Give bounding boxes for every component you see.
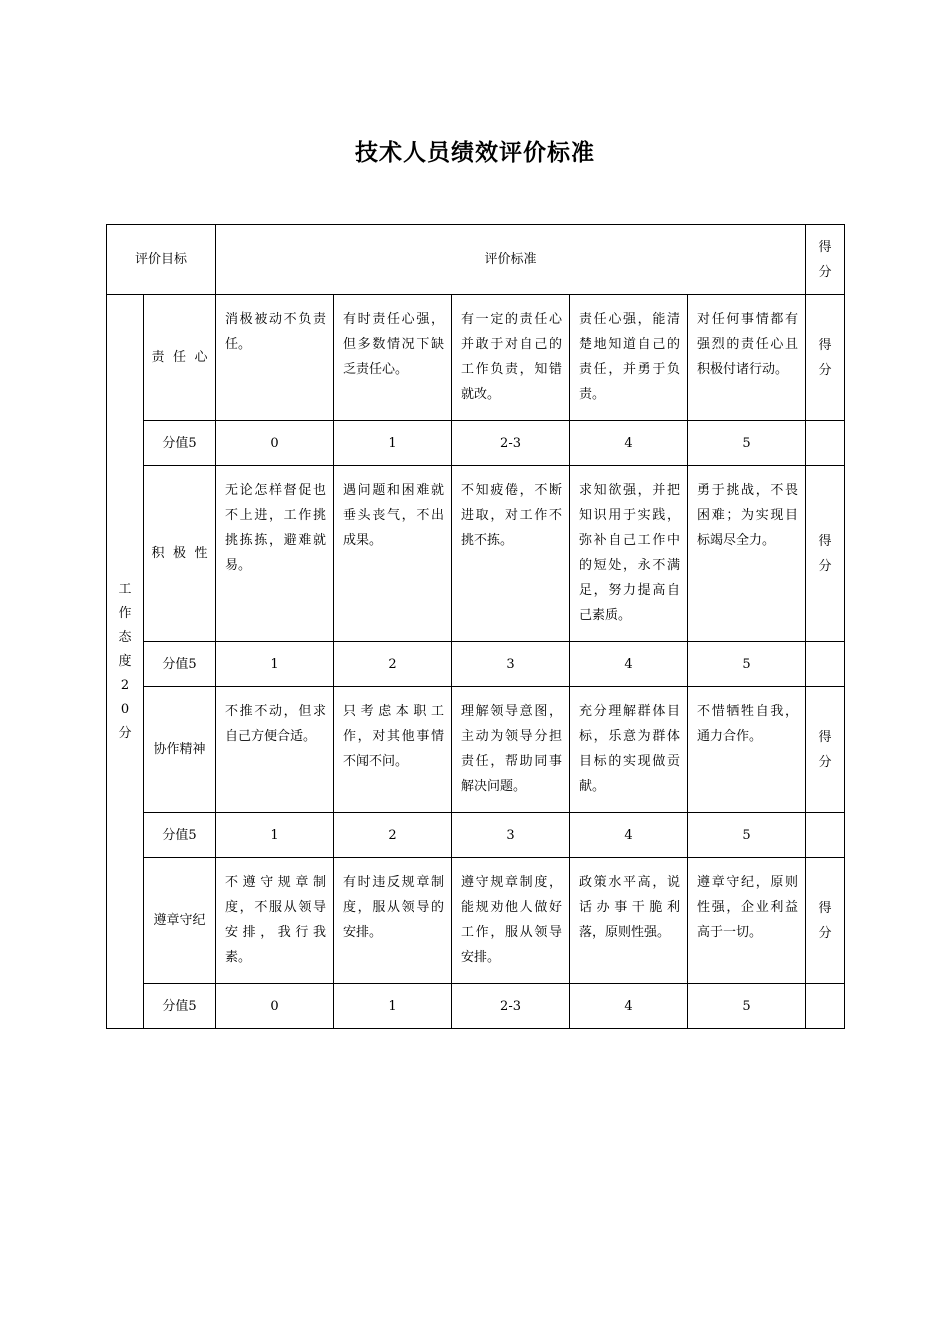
criteria-cell: 有一定的责任心并敢于对自己的工作负责，知错就改。: [452, 295, 570, 421]
table-row: [107, 295, 845, 421]
score-row: [107, 984, 845, 1029]
criteria-cell: 对任何事情都有强烈的责任心且积极付诸行动。: [688, 295, 806, 421]
score-value: 4: [570, 421, 688, 466]
table-row: [107, 466, 845, 642]
score-value: 0: [216, 984, 334, 1029]
score-row-label: 分值5: [144, 642, 216, 687]
category-label: 积极性: [144, 466, 216, 642]
criteria-cell: 有时责任心强，但多数情况下缺乏责任心。: [334, 295, 452, 421]
score-row-label: 分值5: [144, 421, 216, 466]
criteria-cell: 求知欲强，并把知识用于实践，弥补自己工作中的短处，永不满足，努力提高自己素质。: [570, 466, 688, 642]
criteria-cell: 不惜牺牲自我，通力合作。: [688, 687, 806, 813]
score-row-label: 分值5: [144, 984, 216, 1029]
header-target: 评价目标: [107, 225, 216, 295]
score-value: 2: [334, 813, 452, 858]
page-title: 技术人员绩效评价标准: [355, 140, 595, 166]
score-row-label: 分值5: [144, 813, 216, 858]
criteria-cell: 勇于挑战，不畏困难；为实现目标竭尽全力。: [688, 466, 806, 642]
score-value: 5: [688, 642, 806, 687]
criteria-cell: 理解领导意图，主动为领导分担责任，帮助同事解决问题。: [452, 687, 570, 813]
score-value: 3: [452, 642, 570, 687]
score-blank: [806, 984, 845, 1029]
score-value: 1: [334, 421, 452, 466]
score-value: 2-3: [452, 984, 570, 1029]
score-value: 5: [688, 421, 806, 466]
score-value: 1: [216, 642, 334, 687]
score-blank: [806, 642, 845, 687]
criteria-cell: 有时违反规章制度，服从领导的安排。: [334, 858, 452, 984]
table-row: [107, 858, 845, 984]
score-value: 4: [570, 642, 688, 687]
criteria-cell: 遵守规章制度，能规劝他人做好工作，服从领导安排。: [452, 858, 570, 984]
score-blank: [806, 813, 845, 858]
criteria-cell: 遵章守纪，原则性强，企业利益高于一切。: [688, 858, 806, 984]
criteria-cell: 责任心强，能清楚地知道自己的责任，并勇于负责。: [570, 295, 688, 421]
score-cell: 得分: [806, 466, 845, 642]
score-value: 2-3: [452, 421, 570, 466]
score-cell: 得分: [806, 858, 845, 984]
criteria-cell: 政策水平高，说话办事干脆利落，原则性强。: [570, 858, 688, 984]
score-value: 5: [688, 984, 806, 1029]
category-label: 协作精神: [144, 687, 216, 813]
criteria-cell: 无论怎样督促也不上进，工作挑挑拣拣，避难就易。: [216, 466, 334, 642]
score-row: [107, 813, 845, 858]
criteria-cell: 不知疲倦，不断进取，对工作不挑不拣。: [452, 466, 570, 642]
criteria-cell: 只考虑本职工作，对其他事情不闻不问。: [334, 687, 452, 813]
evaluation-table: [106, 224, 845, 1029]
criteria-cell: 消极被动不负责任。: [216, 295, 334, 421]
group-label: 工作态度20分: [107, 295, 144, 1029]
score-cell: 得分: [806, 295, 845, 421]
criteria-cell: 不遵守规章制度，不服从领导安排，我行我素。: [216, 858, 334, 984]
score-cell: 得分: [806, 687, 845, 813]
criteria-cell: 不推不动，但求自己方便合适。: [216, 687, 334, 813]
criteria-cell: 遇问题和困难就垂头丧气，不出成果。: [334, 466, 452, 642]
score-row: [107, 642, 845, 687]
score-value: 3: [452, 813, 570, 858]
score-value: 0: [216, 421, 334, 466]
header-criteria: 评价标准: [216, 225, 806, 295]
table-row: [107, 687, 845, 813]
score-value: 4: [570, 813, 688, 858]
category-label: 遵章守纪: [144, 858, 216, 984]
score-blank: [806, 421, 845, 466]
score-value: 2: [334, 642, 452, 687]
score-value: 5: [688, 813, 806, 858]
score-value: 1: [334, 984, 452, 1029]
header-row: [107, 225, 845, 295]
score-value: 4: [570, 984, 688, 1029]
criteria-cell: 充分理解群体目标，乐意为群体目标的实现做贡献。: [570, 687, 688, 813]
score-value: 1: [216, 813, 334, 858]
score-row: [107, 421, 845, 466]
category-label: 责任心: [144, 295, 216, 421]
header-score: 得分: [806, 225, 845, 295]
